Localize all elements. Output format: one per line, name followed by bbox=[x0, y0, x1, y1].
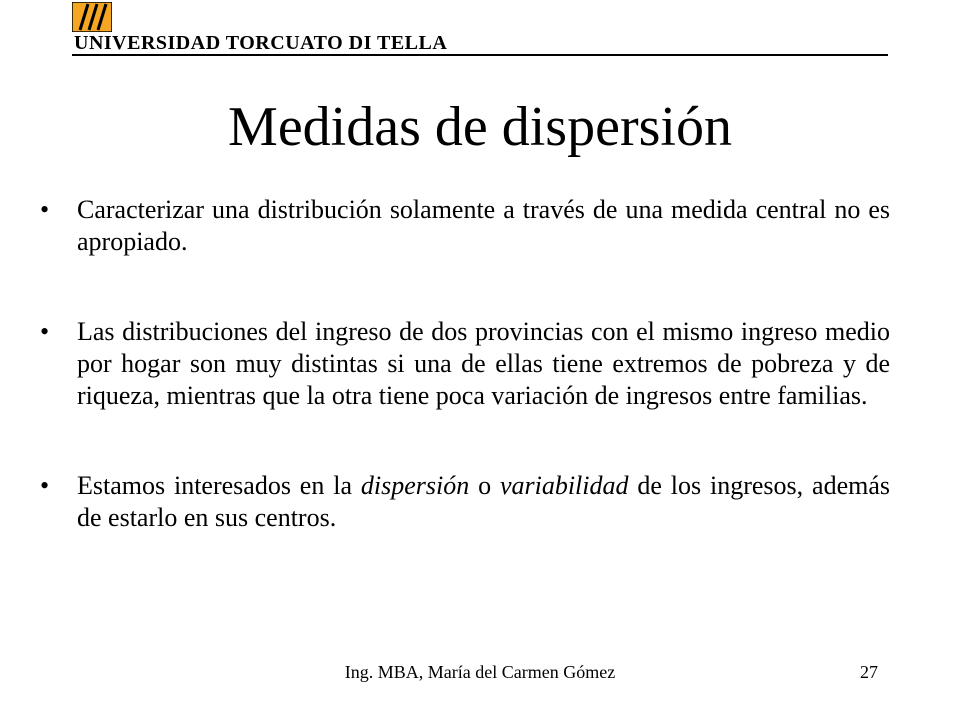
bullet-text: Caracterizar una distribución solamente a través de una medida central no es apropiado. bbox=[77, 195, 890, 256]
page-number: 27 bbox=[860, 662, 878, 682]
emphasis-variabilidad: variabilidad bbox=[499, 471, 629, 500]
bullet-list bbox=[40, 194, 890, 592]
bullet-text-start: Estamos interesados en la bbox=[77, 471, 361, 500]
slide-title: Medidas de dispersión bbox=[228, 96, 732, 158]
header-divider bbox=[72, 54, 888, 56]
bullet-dot: • bbox=[40, 317, 50, 346]
bullet-text-mid: o bbox=[469, 471, 500, 500]
bullet-text-end: de los ingresos, además de estarlo en sus centros. bbox=[77, 471, 890, 532]
university-name: UNIVERSIDAD TORCUATO DI TELLA bbox=[74, 32, 448, 54]
university-logo-icon bbox=[72, 2, 112, 32]
bullet-dot: • bbox=[40, 471, 50, 500]
bullet-item bbox=[40, 470, 890, 534]
bullet-item bbox=[40, 194, 890, 258]
emphasis-dispersion: dispersión bbox=[360, 471, 470, 500]
bullet-item bbox=[40, 316, 890, 412]
footer-author: Ing. MBA, María del Carmen Gómez bbox=[344, 662, 616, 682]
bullet-text: Las distribuciones del ingreso de dos provincias con el mismo ingreso medio por hogar son muy distintas si una de ellas tiene extremos de pobreza y de riqueza, mientras que la otra tiene poca variación de ingresos entre familias. bbox=[77, 317, 890, 410]
bullet-dot: • bbox=[40, 195, 50, 224]
